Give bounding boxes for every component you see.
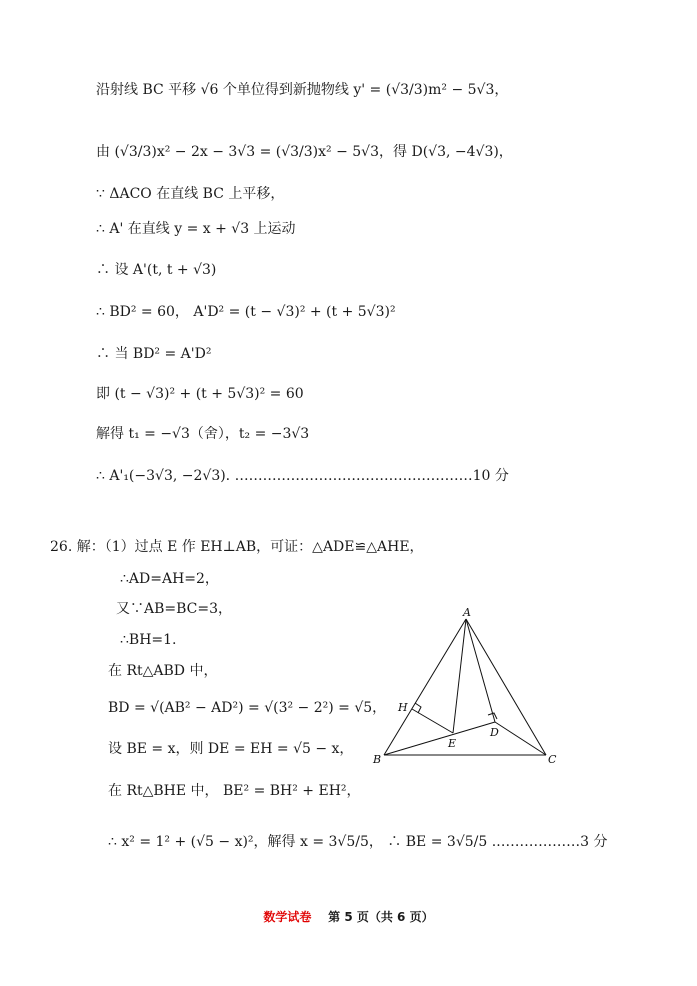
label-b: B (373, 753, 382, 766)
page-footer (0, 908, 697, 925)
text-line: ∴ x² = 1² + (√5 − x)²，解得 x = 3√5/5， ∴ BE = 3√5/5 .………………3 分 (108, 834, 608, 850)
label-h: H (398, 701, 408, 714)
text-line: 设 BE = x，则 DE = EH = √5 − x， (108, 741, 354, 757)
text-line: ∴ 当 BD² = A'D² (96, 346, 212, 362)
text-line: ∴ BD² = 60， A'D² = (t − √3)² + (t + 5√3)² (96, 304, 396, 320)
footer-page-number: 第 5 页（共 6 页） (328, 910, 434, 924)
text-line: ∴BH=1. (120, 632, 177, 648)
text-line: ∴AD=AH=2， (120, 571, 219, 587)
triangle-figure (370, 605, 570, 775)
text-line: 即 (t − √3)² + (t + 5√3)² = 60 (96, 386, 304, 402)
segment-dc (495, 722, 546, 755)
footer-subject: 数学试卷 (263, 910, 312, 924)
label-a: A (463, 606, 471, 619)
text-line: 沿射线 BC 平移 √6 个单位得到新抛物线 y' = (√3/3)m² − 5√3， (96, 82, 509, 98)
label-e: E (448, 737, 457, 750)
text-line: ∴ A' 在直线 y = x + √3 上运动 (96, 221, 296, 237)
text-line: 又∵AB=BC=3， (116, 601, 233, 617)
text-line: 解得 t₁ = −√3（舍），t₂ = −3√3 (96, 426, 310, 442)
label-d: D (490, 726, 499, 739)
text-line: ∴ A'₁(−3√3, −2√3). ……………………………………………10 分 (96, 468, 509, 484)
question-heading: 26. 解：（1）过点 E 作 EH⊥AB，可证：△ADE≌△AHE， (50, 539, 424, 555)
label-c: C (548, 753, 557, 766)
text-line: 由 (√3/3)x² − 2x − 3√3 = (√3/3)x² − 5√3，得 D(√3, −4√3)， (96, 144, 513, 160)
text-line: 在 Rt△BHE 中， BE² = BH² + EH²， (108, 783, 361, 799)
text-line: BD = √(AB² − AD²) = √(3² − 2²) = √5， (108, 700, 387, 716)
segment-ac (466, 619, 546, 755)
segment-ae (453, 619, 466, 733)
right-angle-d (488, 713, 497, 719)
text-line: ∴ 设 A'(t, t + √3) (96, 262, 217, 278)
segment-ad (466, 619, 495, 722)
text-line: ∵ ΔACO 在直线 BC 上平移， (96, 186, 285, 202)
text-line: 在 Rt△ABD 中， (108, 663, 218, 679)
